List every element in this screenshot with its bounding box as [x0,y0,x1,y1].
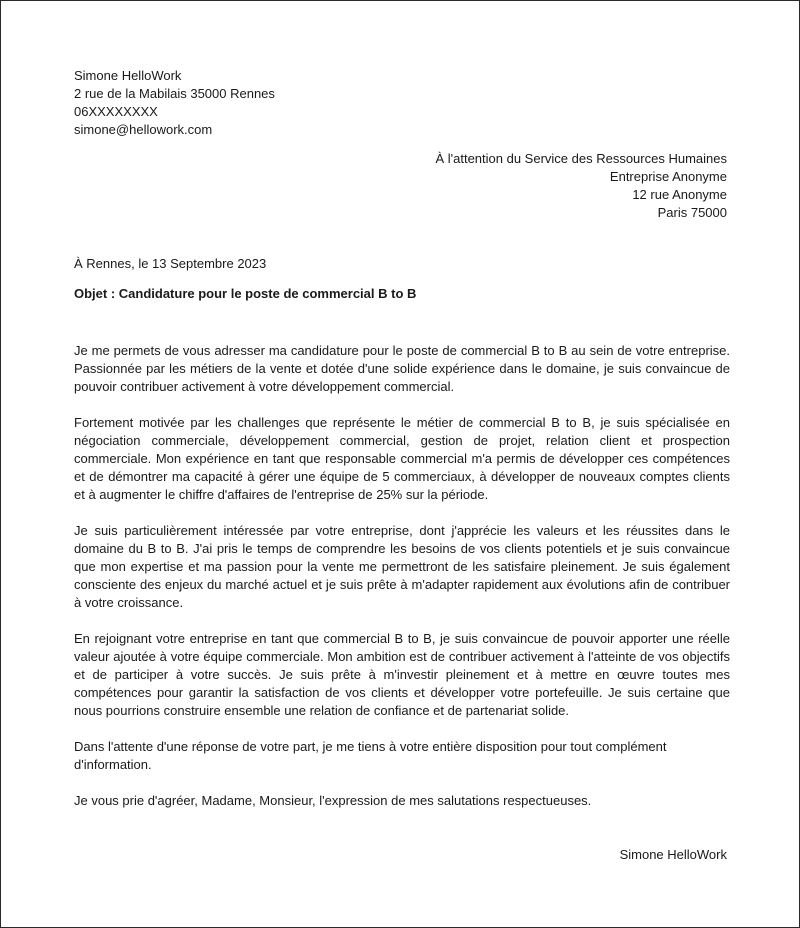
body-paragraph: Je suis particulièrement intéressée par votre entreprise, dont j'apprécie les valeurs et les réussites dans le domaine du B to B. J'ai pris le temps de comprendre les besoins de vos clients potentiels et je suis convaincue que mon expertise et ma passion pour la vente me permettront de les satisfaire pleinement. Je suis également consciente des enjeux du marché actuel et je suis prête à m'adapter rapidement aux évolutions afin de contribuer à votre croissance. [74,523,730,610]
sender-block [74,67,474,139]
sender-phone: 06XXXXXXXX [74,104,158,119]
closing-paragraph: Je vous prie d'agréer, Madame, Monsieur, l'expression de mes salutations respectueuses. [74,793,592,808]
date-line: À Rennes, le 13 Septembre 2023 [74,256,267,271]
letter-body [74,342,730,828]
recipient-block [227,150,727,222]
sender-email: simone@hellowork.com [74,122,213,137]
subject-line: Objet : Candidature pour le poste de commercial B to B [74,286,417,301]
sender-name: Simone HelloWork [74,68,182,83]
body-paragraph: Fortement motivée par les challenges que représente le métier de commercial B to B, je suis spécialisée en négociation commerciale, développement commercial, gestion de projet, relation client et prospection commerciale. Mon expérience en tant que responsable commercial m'a permis de développer ces compétences et de démontrer ma capacité à gérer une équipe de 5 commerciaux, à développer de nouveaux comptes clients et à augmenter le chiffre d'affaires de l'entreprise de 25% sur la période. [74,415,730,502]
sender-address: 2 rue de la Mabilais 35000 Rennes [74,86,275,101]
recipient-city: Paris 75000 [657,205,727,220]
body-paragraph: Dans l'attente d'une réponse de votre part, je me tiens à votre entière disposition pour tout complément d'information. [74,739,667,772]
signature: Simone HelloWork [619,847,727,862]
recipient-company: Entreprise Anonyme [609,169,727,184]
body-paragraph: En rejoignant votre entreprise en tant que commercial B to B, je suis convaincue de pouvoir apporter une réelle valeur ajoutée à votre équipe commerciale. Mon ambition est de contribuer activement à l'atteinte de vos objectifs et de participer à votre succès. Je suis prête à m'investir pleinement et à mettre en œuvre toutes mes compétences pour garantir la satisfaction de vos clients et développer votre portefeuille. Je suis certaine que nous pourrions construire ensemble une relation de confiance et de partenariat solide. [74,631,730,718]
recipient-attention: À l'attention du Service des Ressources Humaines [435,151,727,166]
body-paragraph: Je me permets de vous adresser ma candidature pour le poste de commercial B to B au sein de votre entreprise. Passionnée par les métiers de la vente et dotée d'une solide expérience dans le domaine, je suis convaincue de pouvoir contribuer activement à votre développement commercial. [74,343,730,394]
recipient-street: 12 rue Anonyme [632,187,727,202]
